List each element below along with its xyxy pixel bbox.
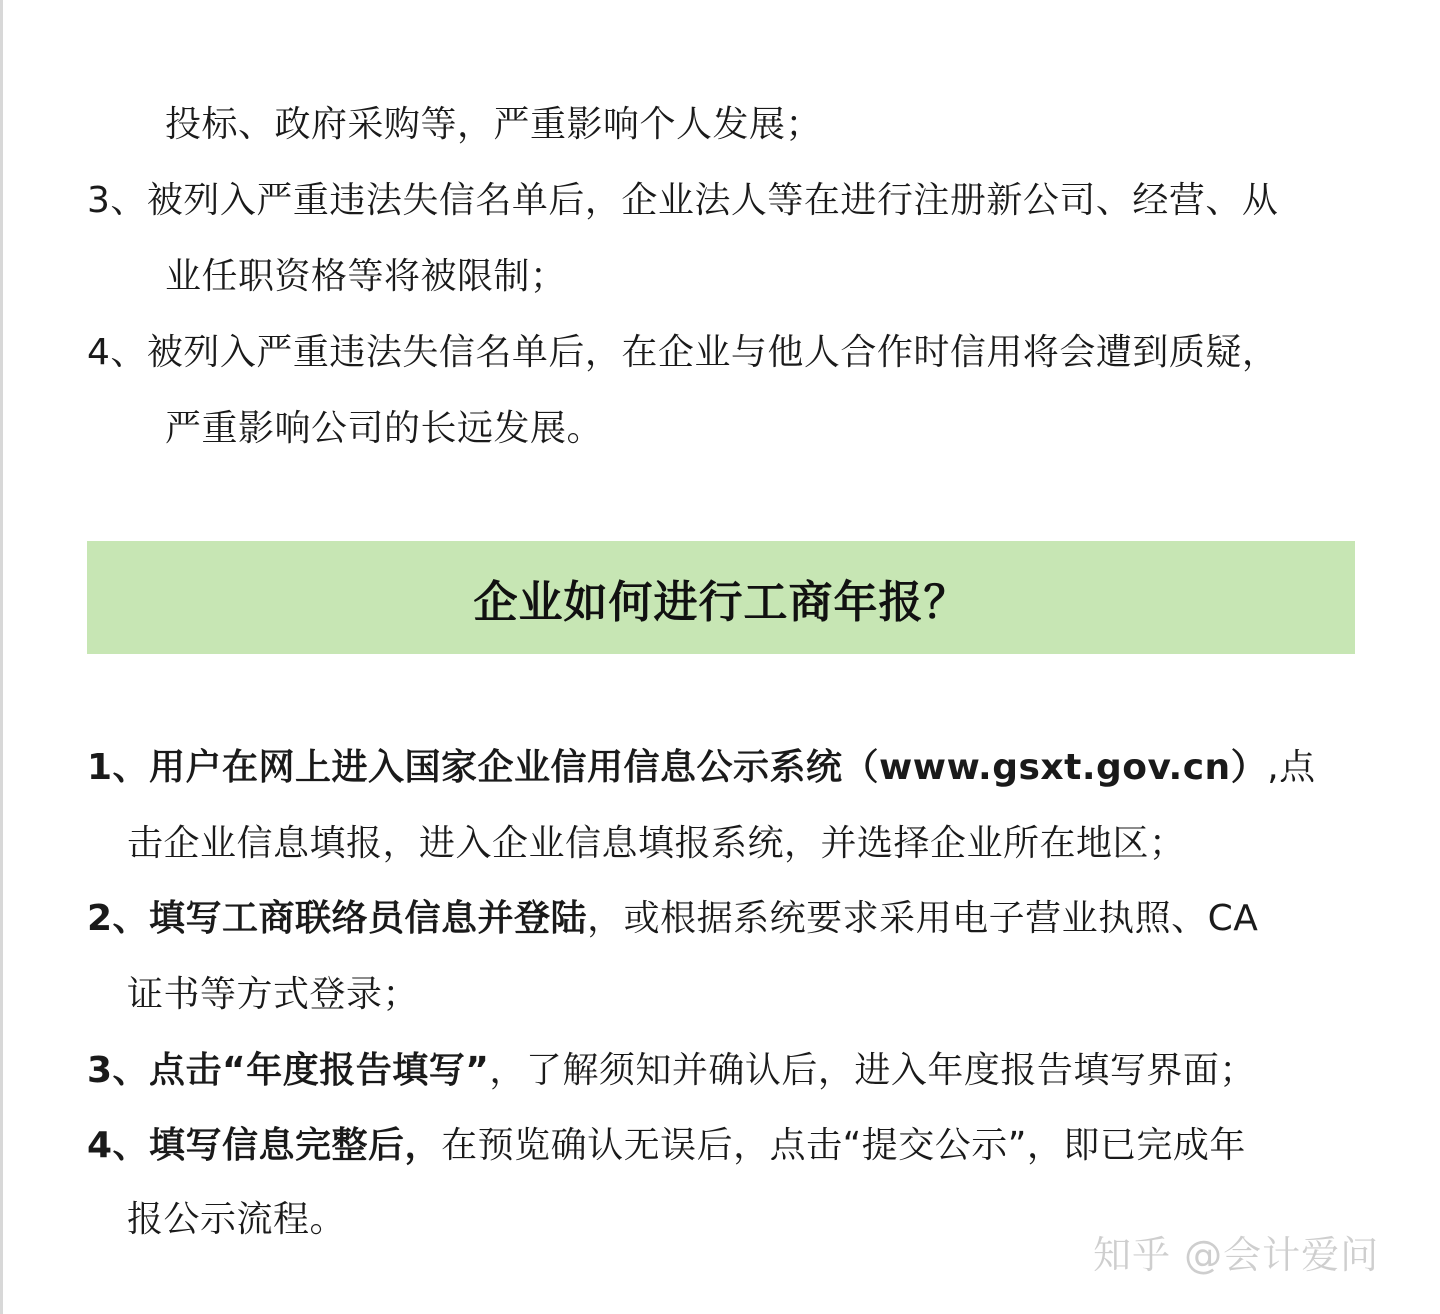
step2-bold-text: 2、填写工商联络员信息并登陆 [87,898,588,939]
step1-line1 [87,746,1316,790]
step3-normal-text: ，了解须知并确认后，进入年度报告填写界面； [489,1050,1256,1091]
section-title: 企业如何进行工商年报？ [473,576,969,628]
item3-line1: 3、被列入严重违法失信名单后，企业法人等在进行注册新公司、经营、从 [87,180,1279,221]
zhihu-watermark: 知乎 @会计爱问 [1093,1233,1380,1277]
step2-line1 [87,897,1258,941]
step4-line1 [87,1124,1246,1168]
step4-line2: 报公示流程。 [127,1199,347,1240]
step3-bold-text: 3、点击“年度报告填写” [87,1050,490,1091]
step4-bold-text: 4、填写信息完整后， [87,1125,442,1166]
step1-line2: 击企业信息填报，进入企业信息填报系统，并选择企业所在地区； [127,823,1186,864]
step1-normal-text: ,点 [1267,747,1316,788]
step2-normal-text: ，或根据系统要求采用电子营业执照、CA [587,898,1259,939]
item4-line2: 严重影响公司的长远发展。 [165,408,604,449]
section-banner [87,541,1355,654]
step3-line1 [87,1049,1256,1093]
item4-line1: 4、被列入严重违法失信名单后，在企业与他人合作时信用将会遭到质疑， [87,332,1279,373]
item2-continuation: 投标、政府采购等，严重影响个人发展； [165,104,823,145]
step4-normal-text: 在预览确认无误后，点击“提交公示”，即已完成年 [441,1125,1246,1166]
step1-bold-text: 1、用户在网上进入国家企业信用信息公示系统（www.gsxt.gov.cn） [87,747,1268,788]
item3-line2: 业任职资格等将被限制； [165,256,567,297]
page-left-border [0,0,3,1314]
step2-line2: 证书等方式登录； [127,974,420,1015]
